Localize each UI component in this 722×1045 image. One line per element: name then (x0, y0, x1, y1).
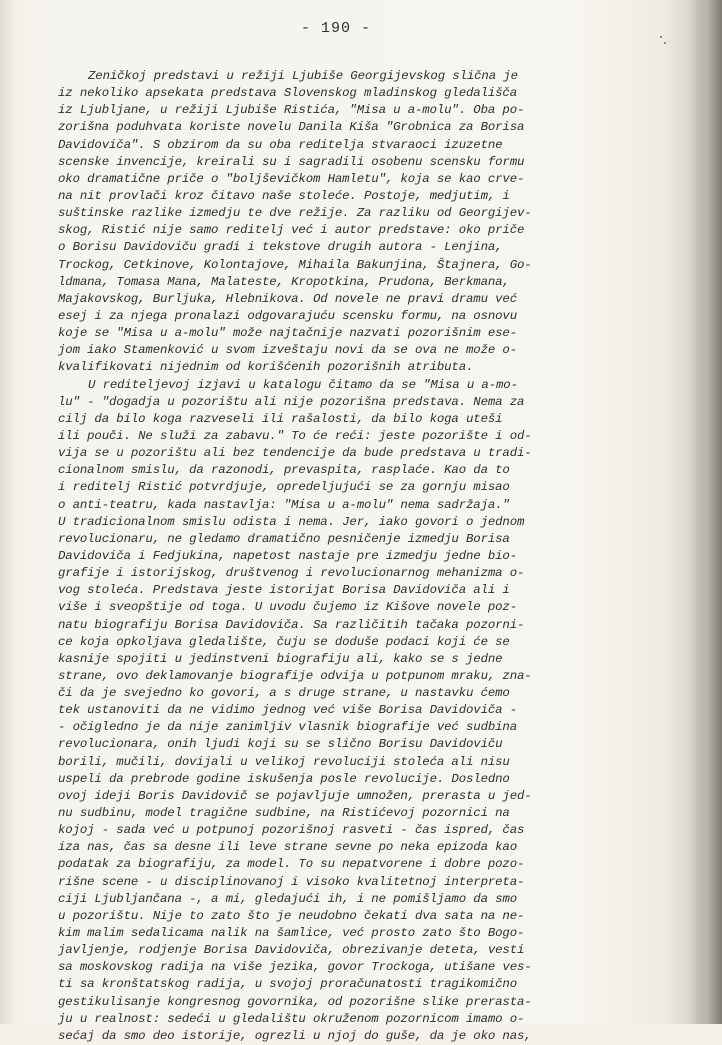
text-line: iz nekoliko apsekata predstava Slovenskog mladinskog gledališča (58, 86, 517, 101)
text-line: ovoj ideji Boris Davidovič se pojavljuje umnožen, prerasta u jed- (58, 788, 532, 803)
text-line: nu sudbinu, model tragične sudbine, na Ristićevoj pozornici na (58, 806, 510, 821)
text-line: cilj da bilo koga razveseli ili rašalosti, da bilo koga uteši (58, 411, 503, 426)
text-line: ti sa kronštatskog radija, u svojoj proračunatosti tragikomično (58, 977, 517, 992)
text-line: revolucionaru, ne gledamo dramatično pesničenje izmedju Borisa (58, 531, 510, 546)
text-line: uspeli da prebrode godine iskušenja posle revolucije. Dosledno (58, 771, 510, 786)
text-line: o Borisu Davidoviču gradi i tekstove drugih autora - Lenjina, (58, 240, 503, 255)
text-line: kasnije spojiti u jedinstveni biografiju ali, kako se s jedne (58, 651, 503, 666)
text-line: iza nas, čas sa desne ili leve strane sevne po neka epizoda kao (58, 840, 517, 855)
text-line: Trockog, Cetkinove, Kolontajove, Mihaila Bakunjina, Štajnera, Go- (58, 257, 532, 272)
text-line: kim malim sedalicama nalik na šamlice, već prosto zato što Bogo- (58, 926, 525, 941)
paper-speck (664, 42, 666, 44)
text-line: - očigledno je da nije zanimljiv vlasnik biografije već sudbina (58, 720, 517, 735)
page-number: - 190 - (300, 20, 371, 37)
text-line: esej i za njega pronalazi odgovarajuću scensku formu, na osnovu (58, 308, 517, 323)
text-line: scenske invencije, kreirali su i sagradili osobenu scensku formu (58, 154, 525, 169)
text-line: i reditelj Ristić potvrdjuje, opredeljujući se za gornju misao (58, 480, 510, 495)
text-line: ldmana, Tomasa Mana, Malateste, Kropotkina, Prudona, Berkmana, (58, 274, 510, 289)
text-line: či da je svejedno ko govori, a s druge strane, u nastavku ćemo (58, 686, 510, 701)
text-line: skog, Ristić nije samo reditelj već i autor predstave: oko priče (58, 223, 525, 238)
text-line: sa moskovskog radija na više jezika, govor Trockoga, utišane ves- (58, 960, 532, 975)
text-line: borili, mučili, dovijali u velikoj revoluciji stoleća ali nisu (58, 754, 510, 769)
text-line: kvalifikovati nijednim od korišćenih pozorišnih atributa. (58, 360, 474, 375)
text-line: kojoj - sada već u potpunoj pozorišnoj rasveti - čas ispred, čas (58, 823, 525, 838)
text-line: U tradicionalnom smislu odista i nema. Jer, iako govori o jednom (58, 514, 525, 529)
text-line: jom iako Stamenković u svom izveštaju novi da se ova ne može o- (58, 343, 517, 358)
text-line: Zeničkoj predstavi u režiji Ljubiše Georgijevskog slična je (88, 69, 518, 83)
text-line: Davidoviča i Fedjukina, napetost nastaje pre izmedju jedne bio- (58, 548, 517, 563)
text-line: sećaj da smo deo istorije, ogrezli u njoj do guše, da je oko nas, (58, 1028, 532, 1043)
text-line: koje se "Misa u a-molu" može najtačnije nazvati pozorišnim ese- (58, 326, 517, 341)
text-line: u pozorištu. Nije to zato što je neudobno čekati dva sata na ne- (58, 908, 525, 923)
text-line: ili pouči. Ne služi za zabavu." To će reći: jeste pozorište i od- (58, 428, 532, 443)
text-line: revolucionara, onih ljudi koji su se slično Borisu Davidoviču (58, 737, 503, 752)
text-line: zorišna poduhvata koriste novelu Danila Kiša "Grobnica za Borisa (58, 120, 525, 135)
body-text (58, 68, 678, 1045)
page-left-edge (0, 0, 14, 1024)
page-binding-shadow (688, 0, 722, 1024)
text-line: lu" - "dogadja u pozorištu ali nije pozorišna predstava. Nema za (58, 394, 525, 409)
text-line: podatak za biografiju, za model. To su nepatvorene i dobre pozo- (58, 857, 525, 872)
text-line: Majakovskog, Burljuka, Hlebnikova. Od novele ne pravi dramu već (58, 291, 517, 306)
text-line: vog stoleća. Predstava jeste istorijat Borisa Davidoviča ali i (58, 583, 510, 598)
text-line: Davidoviča". S obzirom da su oba reditelja stvaraoci izuzetne (58, 137, 503, 152)
text-line: ju u realnost: sedeći u gledalištu okruženom pozornicom imamo o- (58, 1011, 525, 1026)
text-line: iz Ljubljane, u režiji Ljubiše Ristića, "Misa u a-molu". Oba po- (58, 103, 525, 118)
text-line: U rediteljevoj izjavi u katalogu čitamo da se "Misa u a-mo- (88, 377, 518, 392)
text-line: na nit provlači kroz čitavo naše stoleće. Postoje, medjutim, i (58, 188, 510, 203)
text-line: ciji Ljubljančana -, a mi, gledajući ih, i ne pomišljamo da smo (58, 891, 517, 906)
text-line: strane, ovo deklamovanje biografije odvija u potpunom mraku, zna- (58, 668, 532, 683)
text-line: oko dramatične priče o "boljševičkom Hamletu", koja se kao crve- (58, 171, 525, 186)
text-line: gestikulisanje kongresnog govornika, od pozorišne slike prerasta- (58, 994, 532, 1009)
text-line: rišne scene - u disciplinovanoj i visoko kvalitetnoj interpreta- (58, 874, 525, 889)
text-line: vija se u pozorištu ali bez tendencije da bude predstava u tradi- (58, 446, 532, 461)
text-line: suštinske razlike izmedju te dve režije. Za razliku od Georgijev- (58, 206, 532, 221)
text-line: o anti-teatru, kada nastavlja: "Misa u a-molu" nema sadržaja." (58, 497, 510, 512)
text-line: javljenje, rodjenje Borisa Davidoviča, obrezivanje deteta, vesti (58, 943, 525, 958)
text-line: tek ustanoviti da ne vidimo jednog već više Borisa Davidoviča - (58, 703, 517, 718)
text-line: više i sveopštije od toga. U uvodu čujemo iz Kišove novele poz- (58, 600, 517, 615)
text-line: grafije i istorijskog, društvenog i revolucionarnog mehanizma o- (58, 566, 525, 581)
text-line: cionalnom smislu, da razonodi, prevaspita, rasplaće. Kao da to (58, 463, 510, 478)
text-line: ce koja opkoljava gledalište, čuju se doduše podaci koji će se (58, 634, 510, 649)
text-line: natu biografiju Borisa Davidoviča. Sa različitih tačaka pozorni- (58, 617, 525, 632)
